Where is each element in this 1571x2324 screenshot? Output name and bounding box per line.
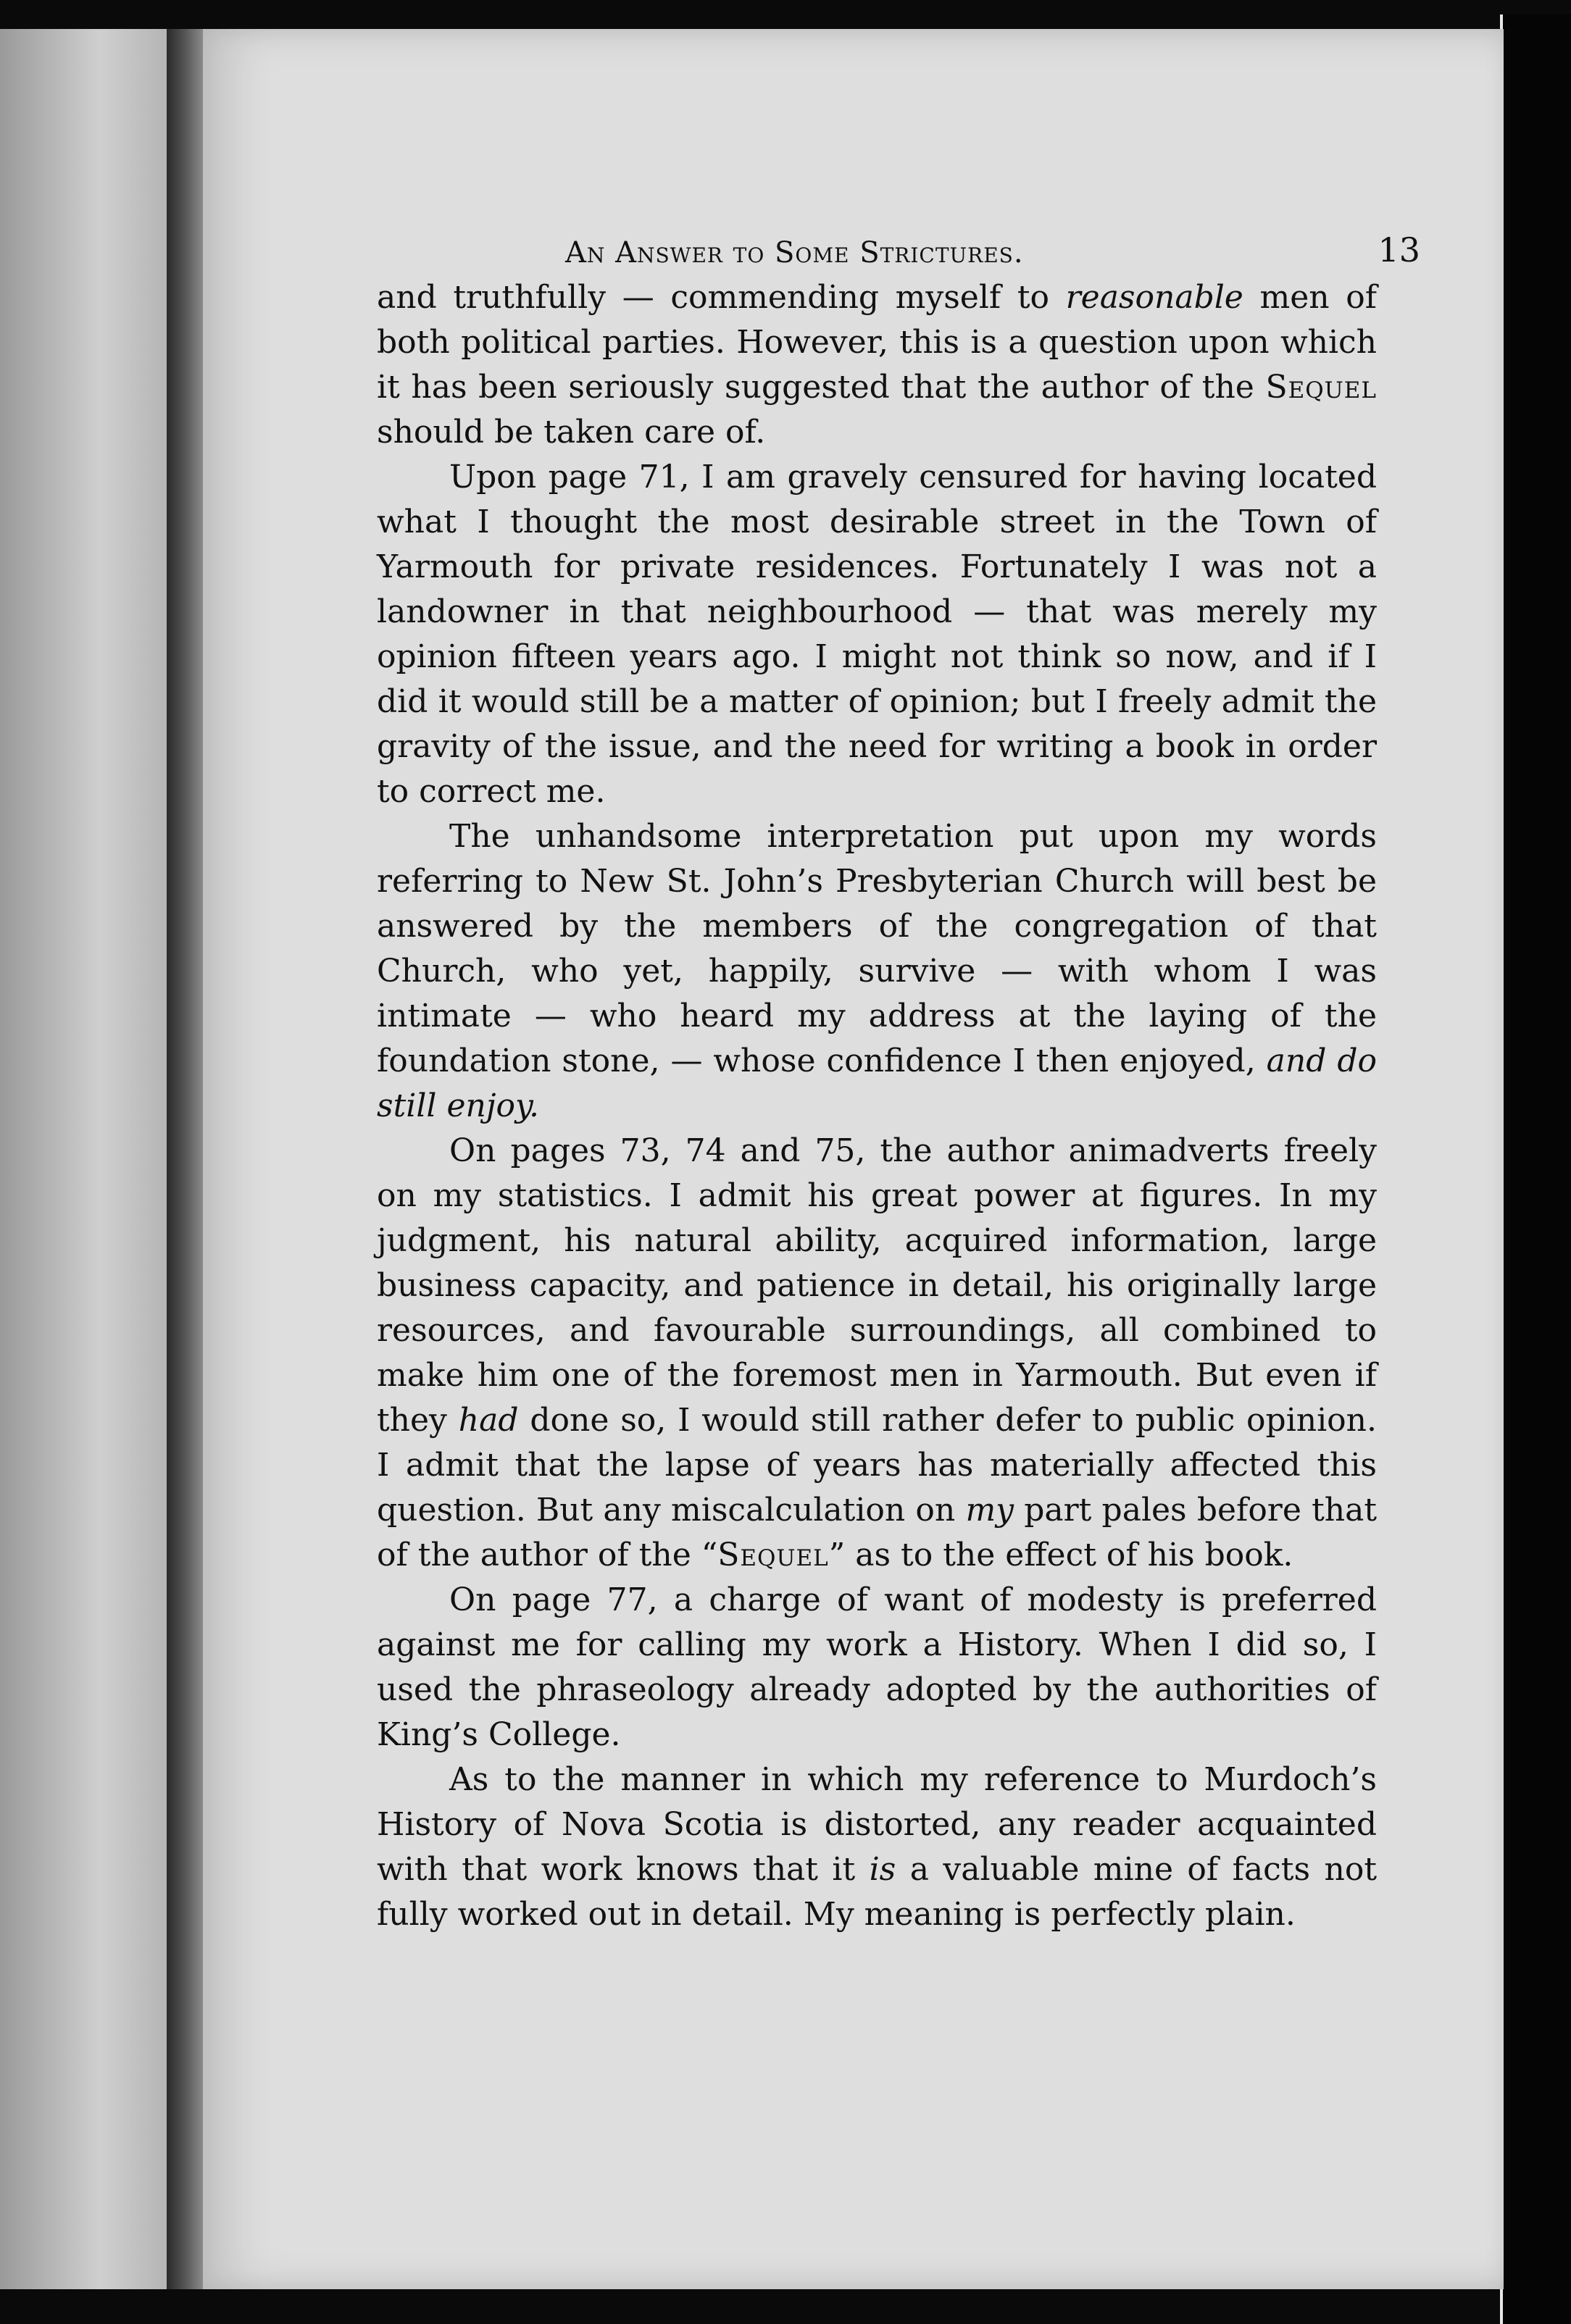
paragraph [377,455,1377,814]
smallcaps-text: Sequel [717,1537,829,1573]
text-segment: part pales before that of the author of the “ [377,1492,1378,1573]
text-segment: ” as to the effect of his book. [828,1537,1293,1573]
paragraph [377,1129,1377,1578]
text-segment: men of both political parties. However, this is a question upon which it has been seriously suggested that the author of the [377,279,1377,406]
italic-text: had [458,1402,519,1439]
page-number: 13 [1378,230,1420,269]
scan-border [1500,14,1571,2324]
smallcaps-text: Sequel [1265,369,1377,406]
italic-text: and do still enjoy. [377,1042,1377,1124]
italic-text: reasonable [1065,279,1243,316]
facing-page-edge [0,29,167,2289]
text-segment: done so, I would still rather defer to public opinion. I admit that the lapse of years has materially affected this question. But any miscalculation on [377,1402,1377,1529]
text-segment: should be taken care of. [377,414,766,451]
text-segment: As to the manner in which my reference to Murdoch’s History of Nova Scotia is distorted, any reader acquainted with that work knows that it [377,1761,1377,1888]
italic-text: my [965,1492,1014,1529]
text-segment: On page 77, a charge of want of modesty is preferred against me for calling my work a History. When I did so, I used the phraseology already adopted by the authorities of King’s College. [377,1581,1377,1753]
text-segment: The unhandsome interpretation put upon my words referring to New St. John’s Presbyterian Church will best be answered by the members of the congregation of that Church, who yet, happily, survive — with whom I was intimate — who heard my address at the laying of the foundation stone, — whose confidence I then enjoyed, [377,818,1377,1079]
paragraph [377,814,1377,1129]
paragraph [377,1578,1377,1757]
text-segment: Upon page 71, I am gravely censured for having located what I thought the most desirable street in the Town of Yarmouth for private residences. Fortunately I was not a landowner in that neighbourhood — that was merely my opinion fifteen years ago. I might not think so now, and if I did it would still be a matter of opinion; but I freely admit the gravity of the issue, and the need for writing a book in order to correct me. [377,459,1377,810]
book-page [203,29,1504,2289]
page-content [377,210,1420,1937]
page-header [377,210,1420,275]
text-segment: On pages 73, 74 and 75, the author animadverts freely on my statistics. I admit his great power at figures. In my judgment, his natural ability, acquired information, large business capacity, and patience in detail, his originally large resources, and favourable surroundings, all combined to make him one of the foremost men in Yarmouth. But even if they [377,1132,1377,1439]
text-segment: a valuable mine of facts not fully worked out in detail. My meaning is perfectly plain. [377,1851,1378,1933]
book-gutter [167,29,203,2289]
paragraph [377,1757,1377,1937]
paragraph [377,275,1377,455]
body-text [377,275,1377,1937]
running-title: An Answer to Some Strictures. [565,236,1024,269]
italic-text: is [869,1851,896,1888]
text-segment: and truthfully — commending myself to [377,279,1066,316]
